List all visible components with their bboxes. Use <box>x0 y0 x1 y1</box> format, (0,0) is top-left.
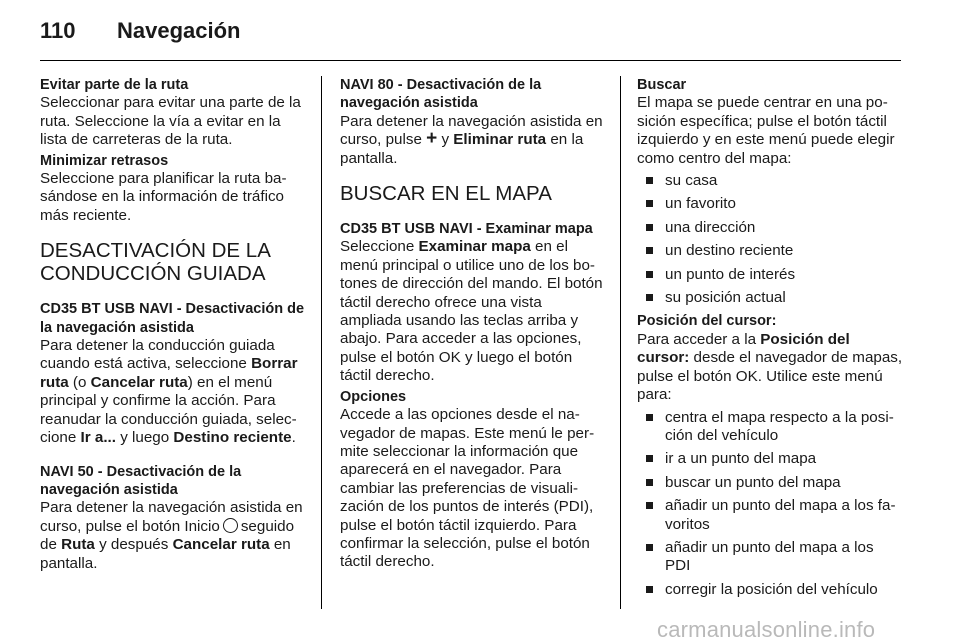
list-item: ir a un punto del mapa <box>637 450 903 468</box>
list-item: una dirección <box>637 219 903 237</box>
list-item: corregir la posición del vehículo <box>637 581 903 599</box>
column-divider <box>321 76 322 609</box>
paragraph: Seleccionar para evitar una parte de la ruta. Seleccione la vía a evitar en la lista de carreteras de la ruta. <box>40 94 301 149</box>
subheading: CD35 BT USB NAVI - Desactivación de la navegación asistida <box>40 301 305 336</box>
watermark: carmanualsonline.info <box>657 617 876 642</box>
bullet-list <box>637 409 903 600</box>
header-rule <box>40 60 901 61</box>
subheading: Posición del cursor: <box>637 313 777 330</box>
page-header <box>40 18 241 44</box>
paragraph: Accede a las opciones desde el navegador de mapas. Este menú le permite seleccionar la información que aparecerá en el navegador. Para cambiar las preferencias de visualización de los puntos de interés (PDI), pulse el botón táctil izquierdo. Para confirmar la selección, pulse el botón táctil derecho. <box>340 406 595 571</box>
paragraph: El mapa se puede centrar en una posición específica; pulse el botón táctil izquierdo y en este menú puede elegir como centro del mapa: <box>637 94 895 167</box>
paragraph: Para detener la conducción guiada cuando está activa, seleccione Borrar ruta (o Cancelar ruta) en el menú principal y confirme la acción. Para reanudar la conducción guiada, seleccione Ir a... y luego Destino reciente. <box>40 337 298 447</box>
list-item: un favorito <box>637 195 903 213</box>
list-item: un punto de interés <box>637 266 903 284</box>
paragraph: Seleccione Examinar mapa en el menú principal o utilice uno de los botones de dirección del mando. El botón táctil derecho ofrece una vista ampliada usando las teclas arriba y abajo. Para acceder a las opciones, pulse el botón OK y luego el botón táctil derecho. <box>340 238 603 385</box>
list-item: centra el mapa respecto a la posición del vehículo <box>637 409 903 446</box>
page-number: 110 <box>40 18 76 43</box>
column-3 <box>637 76 903 604</box>
list-item: añadir un punto del mapa a los PDI <box>637 539 903 576</box>
column-2 <box>340 76 606 574</box>
list-item: añadir un punto del mapa a los favoritos <box>637 497 903 534</box>
section-heading: DESACTIVACIÓN DE LA CONDUCCIÓN GUIADA <box>40 239 270 286</box>
home-icon <box>223 518 238 533</box>
subheading: Minimizar retrasos <box>40 152 169 169</box>
column-divider <box>620 76 621 609</box>
bullet-list <box>637 172 903 307</box>
paragraph: Para acceder a la Posición del cursor: desde el navegador de mapas, pulse el botón OK. Utilice este menú para: <box>637 330 903 404</box>
paragraph: Para detener la navegación asistida en curso, pulse + y Eliminar ruta en la pantalla. <box>340 112 603 167</box>
subheading: CD35 BT USB NAVI - Examinar mapa <box>340 221 593 238</box>
subheading: NAVI 80 - Desactivación de la navegación asistida <box>340 77 542 112</box>
list-item: un destino reciente <box>637 242 903 260</box>
subheading: NAVI 50 - Desactivación de la navegación asistida <box>40 463 242 498</box>
section-heading: BUSCAR EN EL MAPA <box>340 182 552 206</box>
list-item: su posición actual <box>637 289 903 307</box>
plus-icon: + <box>426 128 438 150</box>
paragraph: Para detener la navegación asistida en curso, pulse el botón Inicio seguido de Ruta y después Cancelar ruta en pantalla. <box>40 499 303 572</box>
subheading: Evitar parte de la ruta <box>40 77 189 93</box>
subheading: Buscar <box>637 77 687 93</box>
list-item: su casa <box>637 172 903 190</box>
subheading: Opciones <box>340 388 407 405</box>
paragraph: Seleccione para planificar la ruta basándose en la información de tráfico más reciente. <box>40 170 287 224</box>
column-1 <box>40 76 306 575</box>
list-item: buscar un punto del mapa <box>637 474 903 492</box>
page-title: Navegación <box>117 18 241 43</box>
